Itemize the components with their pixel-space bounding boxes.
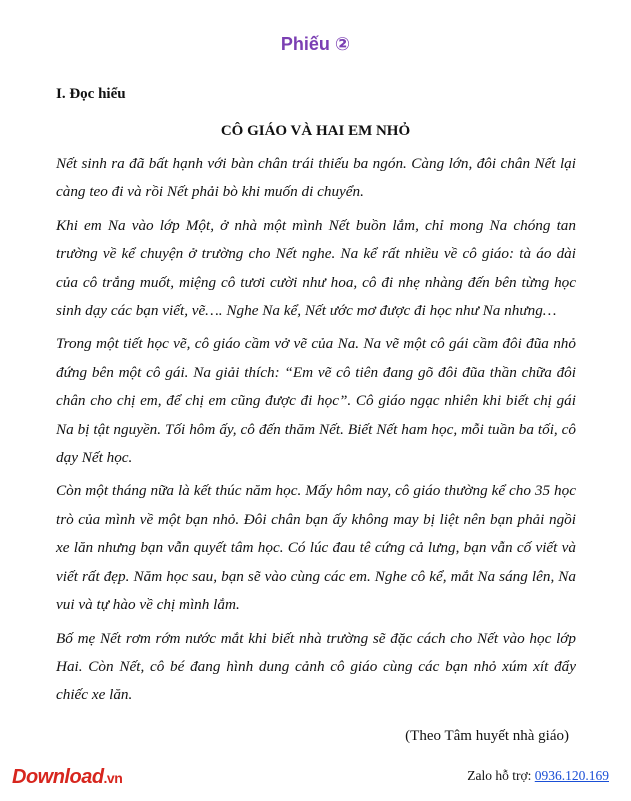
story-paragraph-4: Còn một tháng nữa là kết thúc năm học. Mấy hôm nay, cô giáo thường kể cho 35 học trò của mình về một bạn nhỏ. Đôi chân bạn ấy không may bị liệt nên bạn phải ngồi xe lăn nhưng bạn vẫn quyết tâm học. Có lúc đau tê cứng cả lưng, bạn vẫn cố viết và viết rất đẹp. Năm học sau, bạn sẽ vào cùng các em. Nghe cô kể, mắt Na sáng lên, Na vui và tự hào về chị mình lắm.	[56, 482, 576, 614]
zalo-support	[467, 768, 609, 784]
story-paragraph-1: Nết sinh ra đã bất hạnh với bàn chân trái thiếu ba ngón. Càng lớn, đôi chân Nết lại càng teo đi và rồi Nết phải bò khi muốn di chuyển.	[56, 155, 576, 201]
logo-name: Download	[12, 766, 104, 788]
story-title: CÔ GIÁO VÀ HAI EM NHỎ	[220, 123, 411, 139]
story-paragraph-5: Bố mẹ Nết rơm rớm nước mắt khi biết nhà trường sẽ đặc cách cho Nết vào học lớp Hai. Còn Nết, cô bé đang hình dung cảnh cô giáo cùng các bạn nhỏ xúm xít đẩy chiếc xe lăn.	[56, 629, 576, 704]
zalo-phone-link[interactable]: 0936.120.169	[534, 768, 609, 783]
story-source: (Theo Tâm huyết nhà giáo)	[405, 728, 569, 744]
download-logo	[12, 766, 122, 789]
story-paragraph-2: Khi em Na vào lớp Một, ở nhà một mình Nết buồn lắm, chỉ mong Na chóng tan trường về kể chuyện ở trường cho Nết nghe. Na kể rất nhiều về cô giáo: tà áo dài của cô trắng muốt, miệng cô tươi cười như hoa, cô đi nhẹ nhàng đến bên từng học sinh dạy các bạn viết, vẽ…. Nghe Na kể, Nết ước mơ được đi học như Na nhưng…	[56, 216, 576, 320]
story-body	[56, 150, 576, 715]
logo-tld: .vn	[103, 770, 123, 786]
section-heading: I. Đọc hiểu	[56, 86, 126, 102]
zalo-label: Zalo hỗ trợ:	[467, 768, 535, 783]
story-paragraph-3: Trong một tiết học vẽ, cô giáo cầm vở vẽ của Na. Na vẽ một cô gái cầm đôi đũa nhỏ đứng bên một cô gái. Na giải thích: “Em vẽ cô tiên đang gõ đôi đũa thần chữa đôi chân cho chị em, để chị em cũng được đi học”. Cô giáo ngạc nhiên khi biết chị gái Na bị tật nguyền. Tối hôm ấy, cô đến thăm Nết. Biết Nết ham học, mỗi tuần ba tối, cô dạy Nết học.	[56, 335, 576, 467]
worksheet-title: Phiếu ②	[280, 34, 351, 54]
